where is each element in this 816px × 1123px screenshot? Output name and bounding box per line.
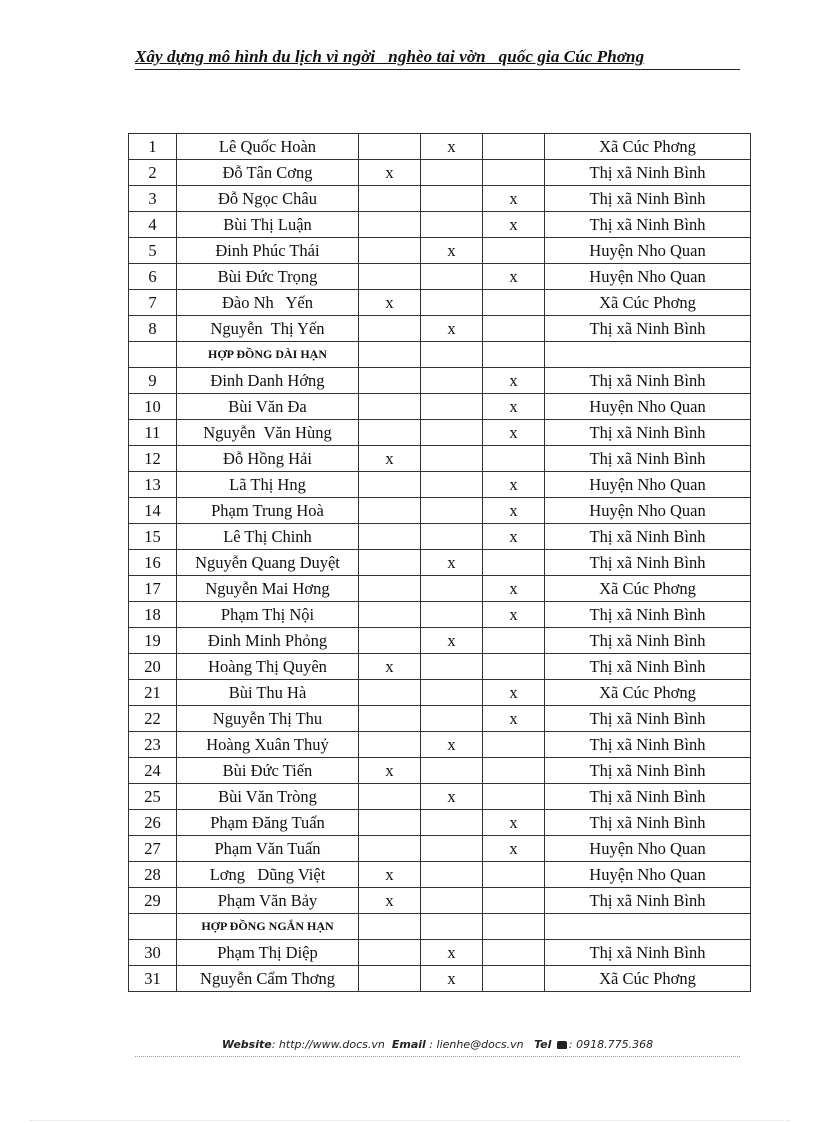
table-row — [129, 498, 751, 524]
row-place: Thị xã Ninh Bình — [545, 446, 751, 472]
row-mark-1: x — [359, 654, 421, 680]
row-mark-3 — [483, 758, 545, 784]
row-number: 7 — [129, 290, 177, 316]
row-place: Thị xã Ninh Bình — [545, 186, 751, 212]
row-mark-1 — [359, 394, 421, 420]
row-number: 31 — [129, 966, 177, 992]
row-place — [545, 342, 751, 368]
row-name: Bùi Đức Trọng — [177, 264, 359, 290]
row-name: Nguyễn Quang Duyệt — [177, 550, 359, 576]
row-place: Thị xã Ninh Bình — [545, 706, 751, 732]
row-mark-2: x — [421, 134, 483, 160]
row-number: 8 — [129, 316, 177, 342]
row-name: Nguyễn Thị Yến — [177, 316, 359, 342]
row-mark-2 — [421, 342, 483, 368]
page-footer — [135, 1038, 740, 1051]
row-place — [545, 914, 751, 940]
table-row — [129, 134, 751, 160]
header-rule — [135, 69, 740, 70]
row-mark-2 — [421, 446, 483, 472]
row-number: 30 — [129, 940, 177, 966]
row-mark-3: x — [483, 472, 545, 498]
row-name: Bùi Văn Tròng — [177, 784, 359, 810]
row-number: 20 — [129, 654, 177, 680]
row-number: 1 — [129, 134, 177, 160]
row-mark-2: x — [421, 316, 483, 342]
table-row — [129, 732, 751, 758]
table-row — [129, 316, 751, 342]
row-place: Xã Cúc Phơng — [545, 134, 751, 160]
table-row — [129, 264, 751, 290]
row-mark-1 — [359, 628, 421, 654]
row-name: Đào Nh Yến — [177, 290, 359, 316]
row-mark-2 — [421, 160, 483, 186]
row-name: Đỗ Ngọc Châu — [177, 186, 359, 212]
row-mark-1 — [359, 524, 421, 550]
row-mark-1 — [359, 212, 421, 238]
row-number: 12 — [129, 446, 177, 472]
row-mark-3: x — [483, 186, 545, 212]
row-mark-1 — [359, 316, 421, 342]
row-mark-2 — [421, 394, 483, 420]
row-mark-3: x — [483, 498, 545, 524]
row-place: Xã Cúc Phơng — [545, 290, 751, 316]
phone-icon — [557, 1041, 567, 1049]
row-number: 15 — [129, 524, 177, 550]
row-place: Thị xã Ninh Bình — [545, 758, 751, 784]
row-number: 28 — [129, 862, 177, 888]
row-mark-2 — [421, 498, 483, 524]
table-row — [129, 940, 751, 966]
row-name: Lơng Dũng Việt — [177, 862, 359, 888]
table-row — [129, 602, 751, 628]
row-name: Đinh Danh Hớng — [177, 368, 359, 394]
row-place: Xã Cúc Phơng — [545, 576, 751, 602]
row-name: Bùi Đức Tiến — [177, 758, 359, 784]
row-mark-1: x — [359, 290, 421, 316]
footer-rule — [135, 1056, 740, 1057]
row-name: Phạm Thị Nội — [177, 602, 359, 628]
row-mark-3 — [483, 628, 545, 654]
row-place: Thị xã Ninh Bình — [545, 160, 751, 186]
row-mark-1 — [359, 238, 421, 264]
table-row — [129, 212, 751, 238]
row-name: Phạm Văn Bảy — [177, 888, 359, 914]
row-number: 16 — [129, 550, 177, 576]
row-place: Thị xã Ninh Bình — [545, 602, 751, 628]
row-mark-3: x — [483, 836, 545, 862]
table-row — [129, 784, 751, 810]
row-mark-1 — [359, 914, 421, 940]
row-place: Thị xã Ninh Bình — [545, 316, 751, 342]
row-place: Thị xã Ninh Bình — [545, 654, 751, 680]
row-mark-1 — [359, 134, 421, 160]
row-mark-3: x — [483, 706, 545, 732]
row-mark-1 — [359, 342, 421, 368]
row-mark-3 — [483, 914, 545, 940]
table-row — [129, 550, 751, 576]
table-row — [129, 238, 751, 264]
row-mark-2: x — [421, 966, 483, 992]
row-name: Hoàng Xuân Thuỷ — [177, 732, 359, 758]
row-mark-3: x — [483, 420, 545, 446]
row-mark-1 — [359, 368, 421, 394]
row-mark-2 — [421, 654, 483, 680]
row-place: Huyện Nho Quan — [545, 472, 751, 498]
table-row — [129, 160, 751, 186]
row-mark-2: x — [421, 732, 483, 758]
row-name: Nguyễn Thị Thu — [177, 706, 359, 732]
row-number: 14 — [129, 498, 177, 524]
row-mark-3 — [483, 940, 545, 966]
row-mark-2 — [421, 212, 483, 238]
row-mark-3 — [483, 446, 545, 472]
row-mark-1: x — [359, 862, 421, 888]
row-mark-1 — [359, 732, 421, 758]
row-mark-3 — [483, 550, 545, 576]
row-name: Hoàng Thị Quyên — [177, 654, 359, 680]
row-place: Huyện Nho Quan — [545, 836, 751, 862]
row-mark-1 — [359, 810, 421, 836]
row-mark-2 — [421, 914, 483, 940]
row-place: Thị xã Ninh Bình — [545, 732, 751, 758]
row-number: 29 — [129, 888, 177, 914]
row-mark-3 — [483, 862, 545, 888]
row-mark-3: x — [483, 264, 545, 290]
row-number: 6 — [129, 264, 177, 290]
row-mark-3: x — [483, 680, 545, 706]
row-mark-3 — [483, 654, 545, 680]
row-number: 2 — [129, 160, 177, 186]
row-mark-2: x — [421, 238, 483, 264]
table-row — [129, 290, 751, 316]
row-mark-2 — [421, 264, 483, 290]
row-number — [129, 342, 177, 368]
row-mark-1 — [359, 680, 421, 706]
footer-tel-value: : 0918.775.368 — [568, 1038, 654, 1051]
row-place: Thị xã Ninh Bình — [545, 628, 751, 654]
table-row — [129, 706, 751, 732]
footer-email-label: Email — [391, 1038, 426, 1051]
row-name: Phạm Văn Tuấn — [177, 836, 359, 862]
section-heading: HỢP ĐỒNG NGẮN HẠN — [177, 914, 359, 940]
row-mark-2: x — [421, 628, 483, 654]
row-mark-1 — [359, 576, 421, 602]
table-row — [129, 420, 751, 446]
row-name: Bùi Văn Đa — [177, 394, 359, 420]
row-place: Xã Cúc Phơng — [545, 966, 751, 992]
row-number: 21 — [129, 680, 177, 706]
row-number: 19 — [129, 628, 177, 654]
row-mark-3 — [483, 342, 545, 368]
row-number: 9 — [129, 368, 177, 394]
row-mark-2: x — [421, 784, 483, 810]
row-mark-1 — [359, 264, 421, 290]
row-mark-1 — [359, 940, 421, 966]
row-mark-2 — [421, 186, 483, 212]
row-mark-1: x — [359, 888, 421, 914]
row-mark-3: x — [483, 576, 545, 602]
row-number: 24 — [129, 758, 177, 784]
row-name: Phạm Đăng Tuấn — [177, 810, 359, 836]
row-mark-3 — [483, 134, 545, 160]
row-mark-1 — [359, 836, 421, 862]
row-mark-1: x — [359, 446, 421, 472]
table-row — [129, 836, 751, 862]
row-place: Huyện Nho Quan — [545, 862, 751, 888]
row-number: 22 — [129, 706, 177, 732]
row-mark-1 — [359, 706, 421, 732]
row-name: Lã Thị Hng — [177, 472, 359, 498]
section-row — [129, 342, 751, 368]
row-place: Thị xã Ninh Bình — [545, 550, 751, 576]
row-mark-3 — [483, 784, 545, 810]
row-mark-2 — [421, 706, 483, 732]
table-row — [129, 368, 751, 394]
table-row — [129, 524, 751, 550]
table-row — [129, 446, 751, 472]
row-name: Phạm Trung Hoà — [177, 498, 359, 524]
row-number: 27 — [129, 836, 177, 862]
row-place: Thị xã Ninh Bình — [545, 212, 751, 238]
header-title: Xây dựng mô hình du lịch vì ngời nghèo tai vờn quốc gia Cúc Phơng — [135, 47, 645, 66]
row-name: Nguyễn Mai Hơng — [177, 576, 359, 602]
table-row — [129, 394, 751, 420]
row-place: Thị xã Ninh Bình — [545, 784, 751, 810]
row-mark-2: x — [421, 940, 483, 966]
row-mark-3 — [483, 888, 545, 914]
row-name: Phạm Thị Diệp — [177, 940, 359, 966]
row-mark-3: x — [483, 810, 545, 836]
row-name: Đinh Phúc Thái — [177, 238, 359, 264]
table-row — [129, 472, 751, 498]
row-number: 13 — [129, 472, 177, 498]
table-row — [129, 966, 751, 992]
row-mark-3 — [483, 160, 545, 186]
footer-website-value[interactable]: : http://www.docs.vn — [271, 1038, 385, 1051]
row-mark-2 — [421, 290, 483, 316]
row-name: Đỗ Tân Cơng — [177, 160, 359, 186]
page-bottom-rule — [30, 1120, 790, 1121]
row-number: 23 — [129, 732, 177, 758]
row-place: Thị xã Ninh Bình — [545, 420, 751, 446]
row-number: 26 — [129, 810, 177, 836]
row-number: 3 — [129, 186, 177, 212]
row-mark-2: x — [421, 550, 483, 576]
row-number: 10 — [129, 394, 177, 420]
row-mark-1 — [359, 550, 421, 576]
row-number: 18 — [129, 602, 177, 628]
row-mark-3: x — [483, 524, 545, 550]
roster-table — [128, 133, 751, 992]
row-mark-2 — [421, 888, 483, 914]
row-mark-2 — [421, 472, 483, 498]
row-mark-2 — [421, 368, 483, 394]
row-place: Thị xã Ninh Bình — [545, 888, 751, 914]
table-row — [129, 654, 751, 680]
footer-website-label: Website — [221, 1038, 272, 1051]
row-mark-3: x — [483, 368, 545, 394]
row-name: Nguyễn Văn Hùng — [177, 420, 359, 446]
row-mark-1 — [359, 966, 421, 992]
row-number — [129, 914, 177, 940]
row-mark-2 — [421, 680, 483, 706]
table-row — [129, 888, 751, 914]
row-mark-3 — [483, 966, 545, 992]
row-place: Huyện Nho Quan — [545, 498, 751, 524]
section-heading: HỢP ĐỒNG DÀI HẠN — [177, 342, 359, 368]
row-place: Xã Cúc Phơng — [545, 680, 751, 706]
row-mark-2 — [421, 758, 483, 784]
row-mark-3 — [483, 316, 545, 342]
footer-tel-label: Tel — [534, 1038, 552, 1051]
row-mark-3: x — [483, 394, 545, 420]
row-mark-3 — [483, 238, 545, 264]
roster-body — [129, 134, 751, 992]
row-name: Bùi Thị Luận — [177, 212, 359, 238]
footer-email-value[interactable]: : lienhe@docs.vn — [425, 1038, 524, 1051]
row-mark-3 — [483, 732, 545, 758]
row-mark-2 — [421, 524, 483, 550]
table-row — [129, 862, 751, 888]
row-mark-1: x — [359, 758, 421, 784]
table-row — [129, 186, 751, 212]
page-header — [135, 47, 740, 67]
row-mark-2 — [421, 862, 483, 888]
row-mark-1 — [359, 784, 421, 810]
row-mark-1 — [359, 472, 421, 498]
row-mark-2 — [421, 420, 483, 446]
row-number: 17 — [129, 576, 177, 602]
row-name: Lê Quốc Hoàn — [177, 134, 359, 160]
row-mark-1: x — [359, 160, 421, 186]
row-name: Đỗ Hồng Hải — [177, 446, 359, 472]
row-place: Thị xã Ninh Bình — [545, 368, 751, 394]
section-row — [129, 914, 751, 940]
row-mark-3 — [483, 290, 545, 316]
row-place: Huyện Nho Quan — [545, 394, 751, 420]
row-name: Bùi Thu Hà — [177, 680, 359, 706]
table-row — [129, 680, 751, 706]
table-row — [129, 758, 751, 784]
row-place: Huyện Nho Quan — [545, 238, 751, 264]
row-place: Thị xã Ninh Bình — [545, 810, 751, 836]
row-mark-2 — [421, 602, 483, 628]
row-place: Thị xã Ninh Bình — [545, 524, 751, 550]
row-name: Nguyễn Cẩm Thơng — [177, 966, 359, 992]
row-number: 25 — [129, 784, 177, 810]
row-place: Huyện Nho Quan — [545, 264, 751, 290]
row-number: 4 — [129, 212, 177, 238]
row-name: Lê Thị Chinh — [177, 524, 359, 550]
row-mark-2 — [421, 576, 483, 602]
row-mark-3: x — [483, 602, 545, 628]
table-row — [129, 810, 751, 836]
row-number: 11 — [129, 420, 177, 446]
row-mark-1 — [359, 498, 421, 524]
row-place: Thị xã Ninh Bình — [545, 940, 751, 966]
row-mark-1 — [359, 186, 421, 212]
row-mark-2 — [421, 836, 483, 862]
row-mark-1 — [359, 420, 421, 446]
row-number: 5 — [129, 238, 177, 264]
table-row — [129, 576, 751, 602]
row-mark-2 — [421, 810, 483, 836]
row-name: Đinh Minh Phỏng — [177, 628, 359, 654]
table-row — [129, 628, 751, 654]
row-mark-1 — [359, 602, 421, 628]
row-mark-3: x — [483, 212, 545, 238]
